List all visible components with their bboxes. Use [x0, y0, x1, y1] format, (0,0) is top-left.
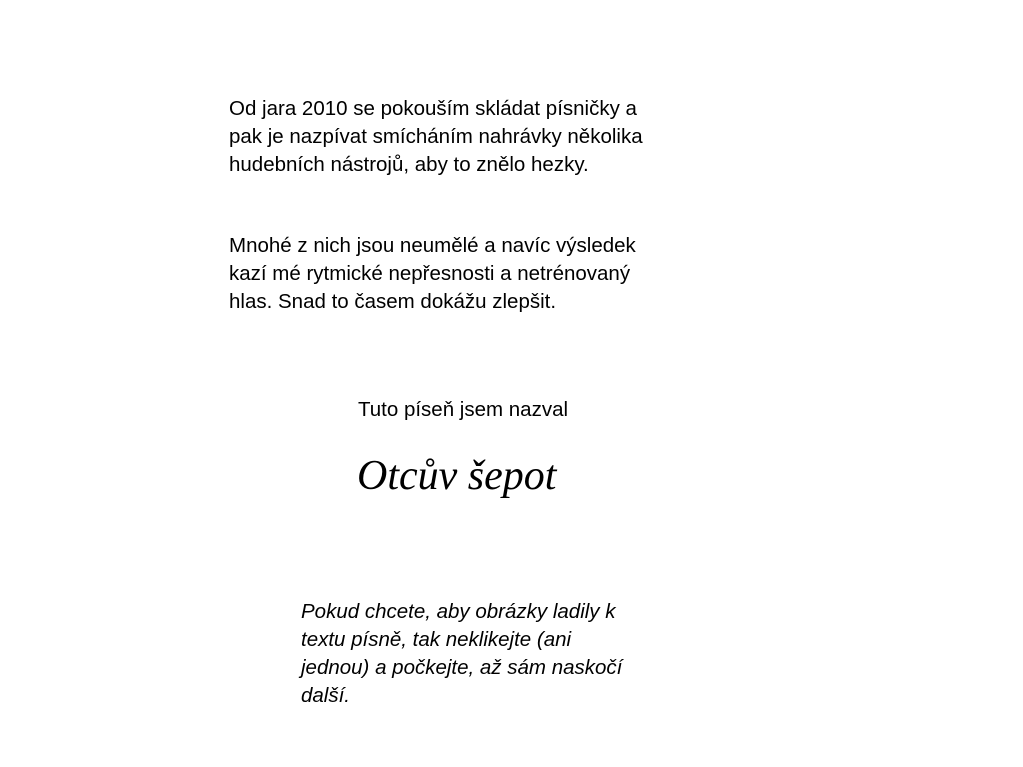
- song-intro-text: Tuto píseň jsem nazval: [358, 398, 569, 421]
- disclaimer-paragraph: Mnohé z nich jsou neumělé a navíc výsledek kazí mé rytmické nepřesnosti a netrénovaný hlas. Snad to časem dokážu zlepšit.: [229, 234, 636, 313]
- intro-paragraph: Od jara 2010 se pokouším skládat písničky a pak je nazpívat smícháním nahrávky několika hudebních nástrojů, aby to znělo hezky.: [229, 97, 643, 176]
- instruction-note: Pokud chcete, aby obrázky ladily k textu písně, tak neklikejte (ani jednou) a počkejte, až sám naskočí další.: [301, 600, 623, 707]
- song-title: Otcův šepot: [357, 453, 557, 499]
